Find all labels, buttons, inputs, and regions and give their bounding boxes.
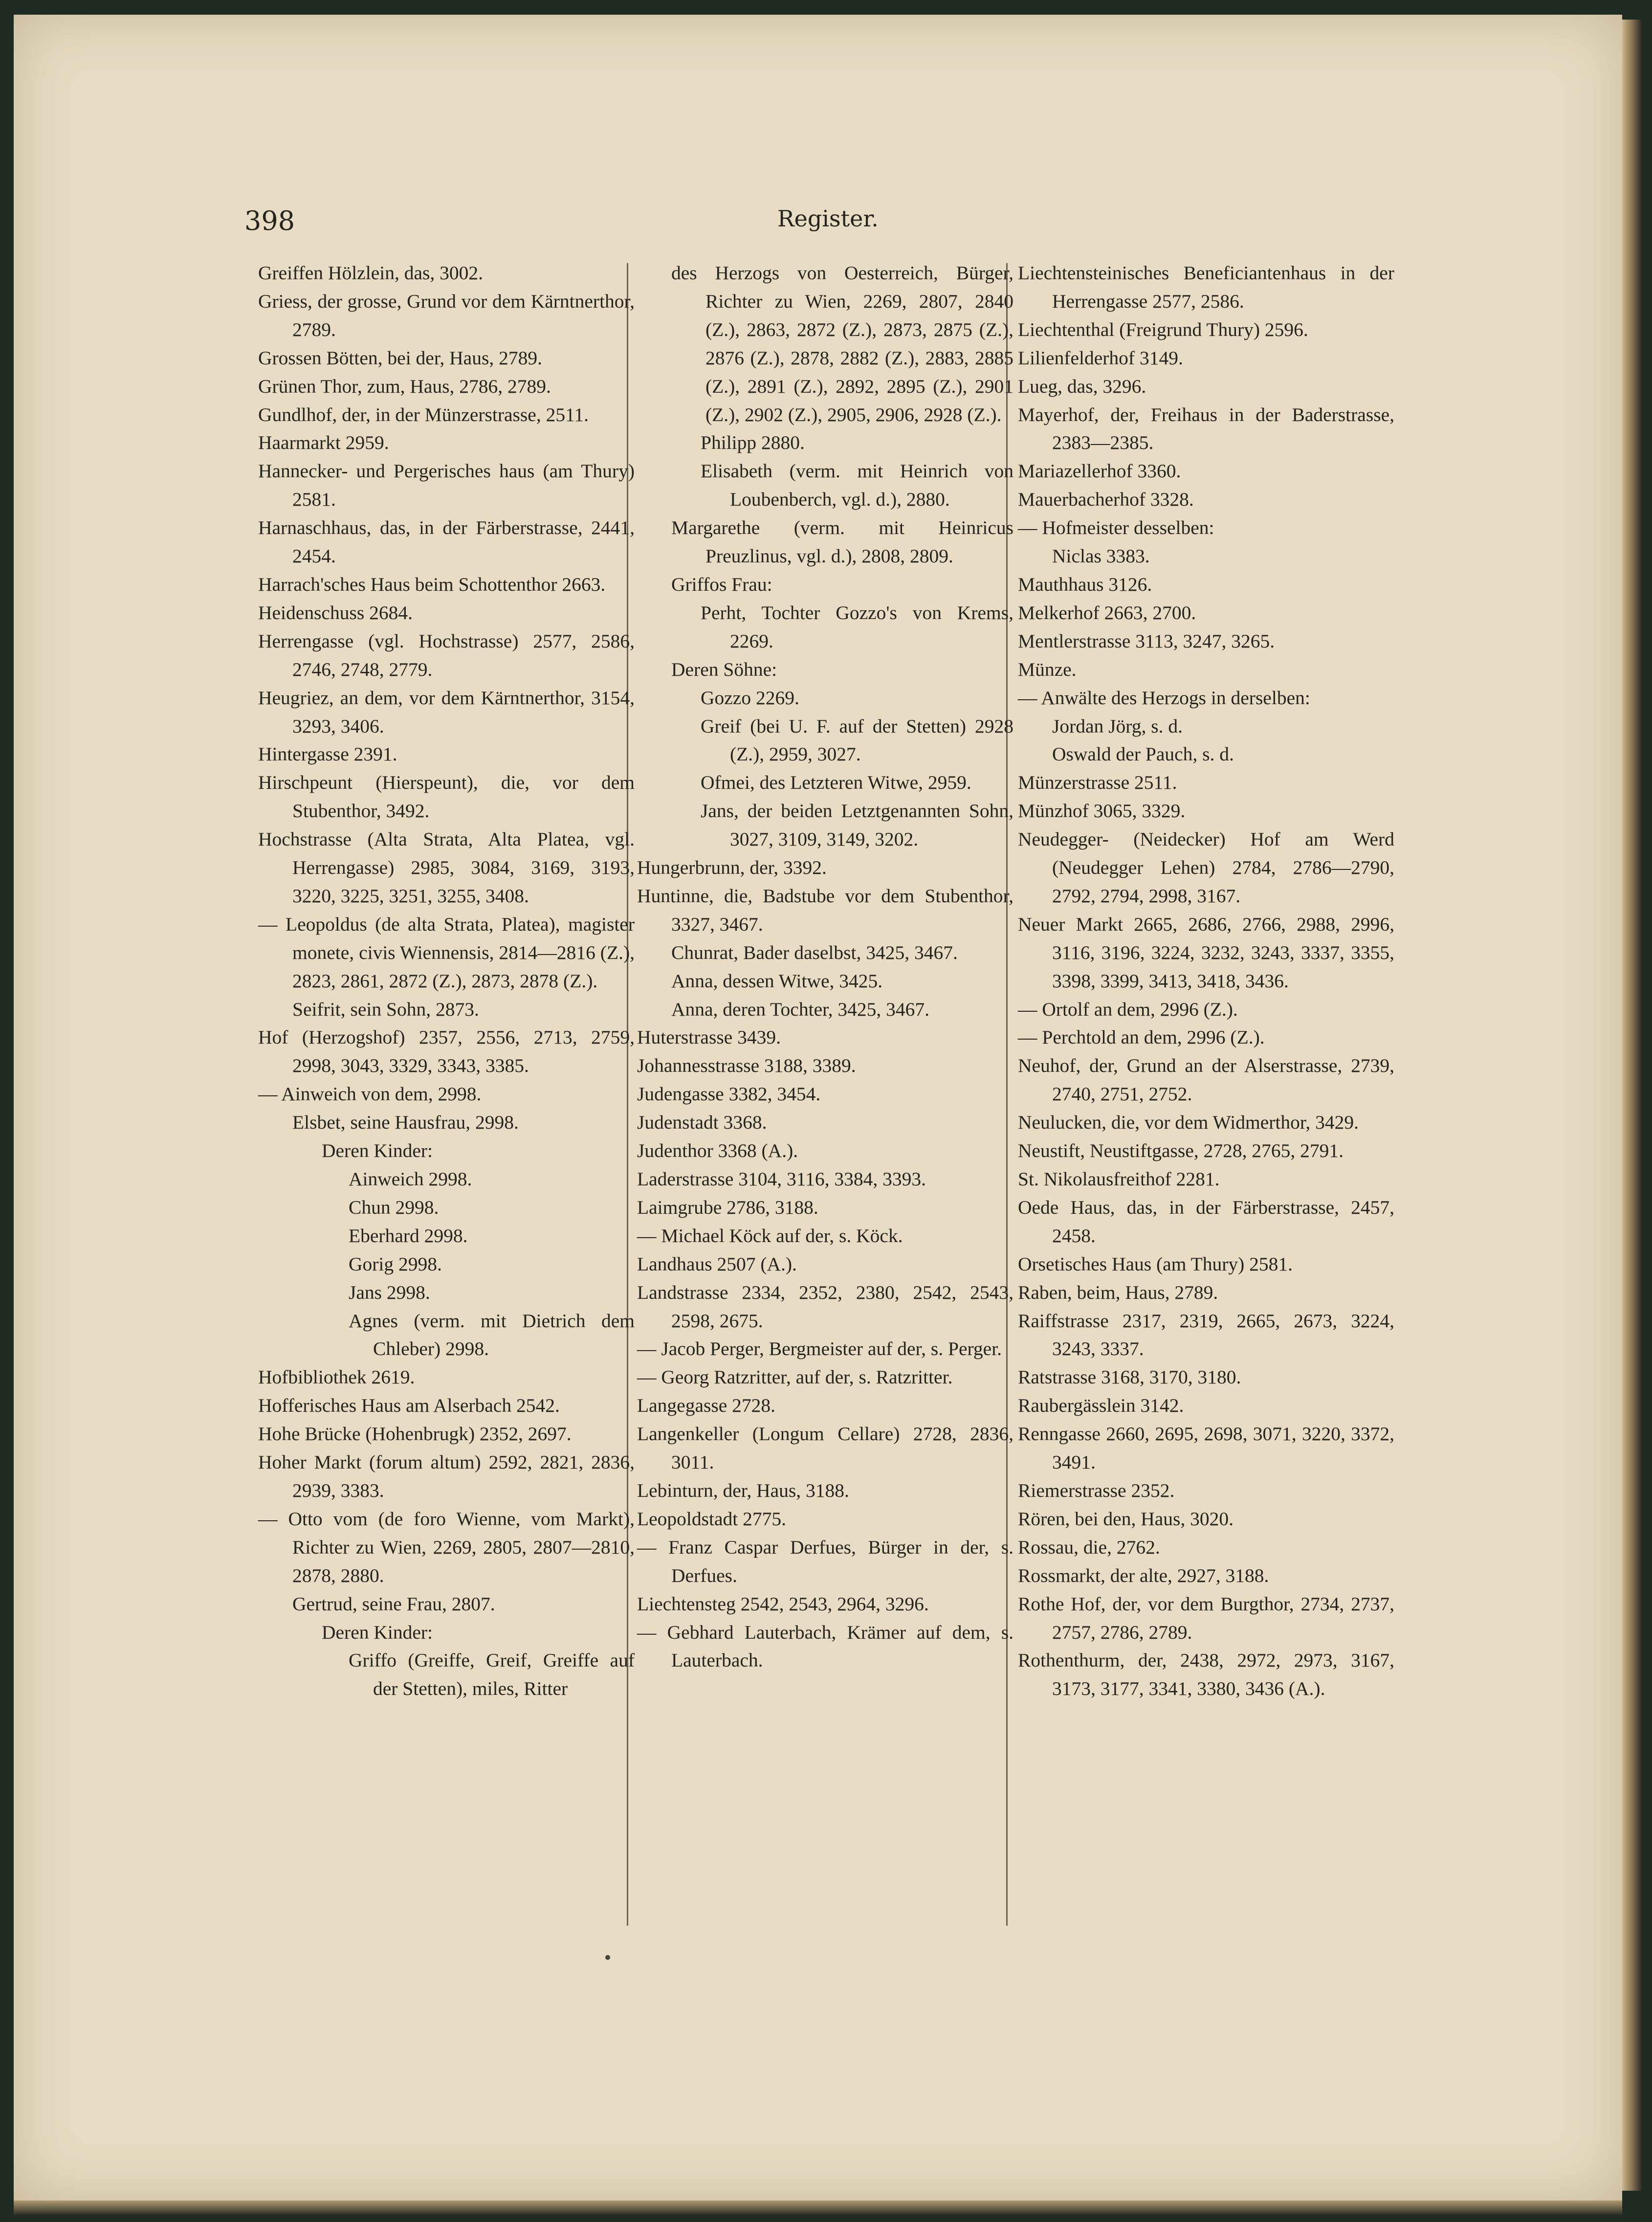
index-entry: Langegasse 2728. bbox=[637, 1395, 775, 1417]
index-entry: Münze. bbox=[1018, 658, 1077, 680]
index-entry: Langenkeller (Longum Cellare) 2728, 2836, 3011. bbox=[637, 1423, 1013, 1473]
index-entry: Gundlhof, der, in der Münzerstrasse, 2511. bbox=[258, 403, 589, 425]
index-entry: Judengasse 3382, 3454. bbox=[637, 1083, 821, 1105]
printers-mark bbox=[605, 1955, 610, 1960]
index-entry: Gozzo 2269. bbox=[701, 687, 799, 709]
index-entry: — Otto vom (de foro Wienne, vom Markt), Richter zu Wien, 2269, 2805, 2807—2810, 2878, 2880. bbox=[258, 1508, 635, 1586]
index-entry: Johannesstrasse 3188, 3389. bbox=[637, 1055, 856, 1077]
index-entry: Rossmarkt, der alte, 2927, 3188. bbox=[1018, 1564, 1269, 1586]
index-entry: Mayerhof, der, Freihaus in der Baderstrasse, 2383—2385. bbox=[1018, 403, 1394, 454]
index-entry: Mariazellerhof 3360. bbox=[1018, 460, 1181, 482]
index-entry: Rossau, die, 2762. bbox=[1018, 1536, 1160, 1558]
index-entry: Neudegger- (Neidecker) Hof am Werd (Neudegger Lehen) 2784, 2786—2790, 2792, 2794, 2998, 3167. bbox=[1018, 828, 1394, 907]
index-entry: Oede Haus, das, in der Färberstrasse, 2457, 2458. bbox=[1018, 1196, 1394, 1246]
index-entry: Lilienfelderhof 3149. bbox=[1018, 347, 1183, 369]
index-column-3 bbox=[1018, 259, 1394, 1703]
index-entry: Mauerbacherhof 3328. bbox=[1018, 489, 1194, 511]
index-entry: Perht, Tochter Gozzo's von Krems, 2269. bbox=[701, 601, 1013, 652]
index-entry: — Ainweich von dem, 2998. bbox=[258, 1083, 482, 1105]
index-entry: Neuhof, der, Grund an der Alserstrasse, 2739, 2740, 2751, 2752. bbox=[1018, 1055, 1394, 1105]
index-entry: Anna, dessen Witwe, 3425. bbox=[671, 970, 883, 992]
index-entry: — Franz Caspar Derfues, Bürger in der, s. Derfues. bbox=[637, 1536, 1013, 1586]
index-entry: Hohe Brücke (Hohenbrugk) 2352, 2697. bbox=[258, 1423, 572, 1445]
index-entry: Herrengasse (vgl. Hochstrasse) 2577, 2586, 2746, 2748, 2779. bbox=[258, 630, 635, 680]
index-entry: Huntinne, die, Badstube vor dem Stubenthor, 3327, 3467. bbox=[637, 885, 1013, 935]
index-entry: — Leopoldus (de alta Strata, Platea), magister monete, civis Wiennensis, 2814—2816 (Z.), 2823, 2861, 2872 (Z.), 2873, 2878 (Z.). bbox=[258, 913, 635, 992]
index-entry: Hoher Markt (forum altum) 2592, 2821, 2836, 2939, 3383. bbox=[258, 1451, 635, 1501]
index-entry: Neulucken, die, vor dem Widmerthor, 3429. bbox=[1018, 1111, 1359, 1133]
index-entry: — Anwälte des Herzogs in derselben: bbox=[1018, 687, 1310, 709]
index-entry: Griffo (Greiffe, Greif, Greiffe auf der Stetten), miles, Ritter bbox=[349, 1649, 635, 1700]
index-entry: Neustift, Neustiftgasse, 2728, 2765, 2791. bbox=[1018, 1140, 1344, 1162]
index-entry: Deren Kinder: bbox=[322, 1621, 433, 1643]
index-entry: — Ortolf an dem, 2996 (Z.). bbox=[1018, 998, 1238, 1020]
index-entry: — Georg Ratzritter, auf der, s. Ratzritter. bbox=[637, 1366, 953, 1388]
running-head: Register. bbox=[777, 205, 879, 232]
index-entry: Oswald der Pauch, s. d. bbox=[1052, 743, 1234, 765]
index-entry: — Michael Köck auf der, s. Köck. bbox=[637, 1224, 903, 1246]
index-entry: Ofmei, des Letzteren Witwe, 2959. bbox=[701, 772, 971, 794]
index-entry: Orsetisches Haus (am Thury) 2581. bbox=[1018, 1253, 1293, 1275]
index-entry: Melkerhof 2663, 2700. bbox=[1018, 601, 1196, 623]
index-entry: Hannecker- und Pergerisches haus (am Thury) 2581. bbox=[258, 460, 635, 511]
index-entry: Jans 2998. bbox=[349, 1281, 430, 1303]
index-entry: Rothe Hof, der, vor dem Burgthor, 2734, 2737, 2757, 2786, 2789. bbox=[1018, 1593, 1394, 1643]
index-entry: Mentlerstrasse 3113, 3247, 3265. bbox=[1018, 630, 1275, 652]
index-entry: Hochstrasse (Alta Strata, Alta Platea, vgl. Herrengasse) 2985, 3084, 3169, 3193, 3220, 3225, 3251, 3255, 3408. bbox=[258, 828, 635, 907]
index-entry: Jans, der beiden Letztgenannten Sohn, 3027, 3109, 3149, 3202. bbox=[701, 800, 1013, 850]
index-entry: — Hofmeister desselben: bbox=[1018, 517, 1214, 539]
index-entry: Judenthor 3368 (A.). bbox=[637, 1140, 798, 1162]
index-entry: Eberhard 2998. bbox=[349, 1224, 468, 1246]
index-entry: Raben, beim, Haus, 2789. bbox=[1018, 1281, 1218, 1303]
index-entry: Renngasse 2660, 2695, 2698, 3071, 3220, 3372, 3491. bbox=[1018, 1423, 1394, 1473]
index-entry: Elsbet, seine Hausfrau, 2998. bbox=[292, 1111, 519, 1133]
index-column-2 bbox=[637, 259, 1013, 1675]
index-entry: Anna, deren Tochter, 3425, 3467. bbox=[671, 998, 930, 1020]
index-entry: Griess, der grosse, Grund vor dem Kärntnerthor, 2789. bbox=[258, 290, 635, 340]
index-entry: Raiffstrasse 2317, 2319, 2665, 2673, 3224, 3243, 3337. bbox=[1018, 1310, 1394, 1360]
index-entry: Chun 2998. bbox=[349, 1196, 439, 1218]
index-entry: Heidenschuss 2684. bbox=[258, 601, 413, 623]
index-entry: Jordan Jörg, s. d. bbox=[1052, 715, 1183, 737]
index-entry: Gertrud, seine Frau, 2807. bbox=[292, 1593, 495, 1615]
index-entry: Philipp 2880. bbox=[701, 432, 805, 454]
index-entry: Niclas 3383. bbox=[1052, 545, 1150, 567]
page-number: 398 bbox=[244, 205, 295, 236]
index-entry: Haarmarkt 2959. bbox=[258, 432, 389, 454]
index-entry: Greif (bei U. F. auf der Stetten) 2928 (Z.), 2959, 3027. bbox=[701, 715, 1013, 765]
index-entry: Deren Söhne: bbox=[671, 658, 777, 680]
index-entry: Landhaus 2507 (A.). bbox=[637, 1253, 797, 1275]
index-entry: Griffos Frau: bbox=[671, 573, 772, 595]
index-entry: Lebinturn, der, Haus, 3188. bbox=[637, 1479, 849, 1501]
index-entry: Münzhof 3065, 3329. bbox=[1018, 800, 1186, 822]
index-entry: Ainweich 2998. bbox=[349, 1168, 472, 1190]
index-column-1 bbox=[258, 259, 635, 1703]
index-entry: Neuer Markt 2665, 2686, 2766, 2988, 2996, 3116, 3196, 3224, 3232, 3243, 3337, 3355, 3398, 3399, 3413, 3418, 3436. bbox=[1018, 913, 1394, 992]
index-entry: Hofferisches Haus am Alserbach 2542. bbox=[258, 1395, 560, 1417]
index-entry: Greiffen Hölzlein, das, 3002. bbox=[258, 262, 483, 284]
index-entry: Riemerstrasse 2352. bbox=[1018, 1479, 1175, 1501]
index-entry: — Perchtold an dem, 2996 (Z.). bbox=[1018, 1026, 1265, 1048]
index-entry: Chunrat, Bader daselbst, 3425, 3467. bbox=[671, 941, 958, 963]
index-entry: des Herzogs von Oesterreich, Bürger, Richter zu Wien, 2269, 2807, 2840 (Z.), 2863, 2872 (Z.), 2873, 2875 (Z.), 2876 (Z.), 2878, 2882 (Z.), 2883, 2885 (Z.), 2891 (Z.), 2892, 2895 (Z.), 2901 (Z.), 2902 (Z.), 2905, 2906, 2928 (Z.). bbox=[671, 262, 1013, 425]
index-entry: Münzerstrasse 2511. bbox=[1018, 772, 1177, 794]
index-entry: Gorig 2998. bbox=[349, 1253, 442, 1275]
index-entry: Leopoldstadt 2775. bbox=[637, 1508, 786, 1530]
index-entry: Hirschpeunt (Hierspeunt), die, vor dem Stubenthor, 3492. bbox=[258, 772, 635, 822]
index-entry: Hungerbrunn, der, 3392. bbox=[637, 857, 827, 879]
index-entry: Deren Kinder: bbox=[322, 1140, 433, 1162]
index-entry: Laderstrasse 3104, 3116, 3384, 3393. bbox=[637, 1168, 926, 1190]
index-entry: Mauthhaus 3126. bbox=[1018, 573, 1152, 595]
index-entry: Liechtenthal (Freigrund Thury) 2596. bbox=[1018, 318, 1308, 340]
index-entry: Raubergässlein 3142. bbox=[1018, 1395, 1184, 1417]
index-entry: Liechtensteg 2542, 2543, 2964, 3296. bbox=[637, 1593, 929, 1615]
index-entry: Judenstadt 3368. bbox=[637, 1111, 767, 1133]
index-entry: Heugriez, an dem, vor dem Kärntnerthor, 3154, 3293, 3406. bbox=[258, 687, 635, 737]
index-entry: — Jacob Perger, Bergmeister auf der, s. Perger. bbox=[637, 1338, 1002, 1360]
index-entry: — Gebhard Lauterbach, Krämer auf dem, s. Lauterbach. bbox=[637, 1621, 1013, 1671]
index-entry: Harnaschhaus, das, in der Färberstrasse, 2441, 2454. bbox=[258, 517, 635, 567]
index-entry: Landstrasse 2334, 2352, 2380, 2542, 2543, 2598, 2675. bbox=[637, 1281, 1013, 1332]
index-entry: Grünen Thor, zum, Haus, 2786, 2789. bbox=[258, 375, 551, 397]
index-entry: Hofbibliothek 2619. bbox=[258, 1366, 415, 1388]
index-entry: Seifrit, sein Sohn, 2873. bbox=[292, 998, 479, 1020]
index-entry: Hintergasse 2391. bbox=[258, 743, 397, 765]
index-entry: Elisabeth (verm. mit Heinrich von Loubenberch, vgl. d.), 2880. bbox=[701, 460, 1013, 511]
index-entry: Lueg, das, 3296. bbox=[1018, 375, 1146, 397]
index-entry: Rothenthurm, der, 2438, 2972, 2973, 3167, 3173, 3177, 3341, 3380, 3436 (A.). bbox=[1018, 1649, 1394, 1700]
page-edge bbox=[1622, 20, 1642, 2191]
index-entry: Rören, bei den, Haus, 3020. bbox=[1018, 1508, 1233, 1530]
index-entry: Hof (Herzogshof) 2357, 2556, 2713, 2759, 2998, 3043, 3329, 3343, 3385. bbox=[258, 1026, 635, 1077]
page-bottom-shadow bbox=[14, 2200, 1622, 2215]
index-entry: Laimgrube 2786, 3188. bbox=[637, 1196, 818, 1218]
index-entry: Harrach'sches Haus beim Schottenthor 2663. bbox=[258, 573, 606, 595]
index-entry: Liechtensteinisches Beneficiantenhaus in der Herrengasse 2577, 2586. bbox=[1018, 262, 1394, 312]
index-entry: Agnes (verm. mit Dietrich dem Chleber) 2998. bbox=[349, 1310, 635, 1360]
index-entry: Margarethe (verm. mit Heinricus Preuzlinus, vgl. d.), 2808, 2809. bbox=[671, 517, 1013, 567]
index-entry: Grossen Bötten, bei der, Haus, 2789. bbox=[258, 347, 542, 369]
index-entry: St. Nikolausfreithof 2281. bbox=[1018, 1168, 1220, 1190]
index-entry: Huterstrasse 3439. bbox=[637, 1026, 781, 1048]
index-entry: Ratstrasse 3168, 3170, 3180. bbox=[1018, 1366, 1241, 1388]
